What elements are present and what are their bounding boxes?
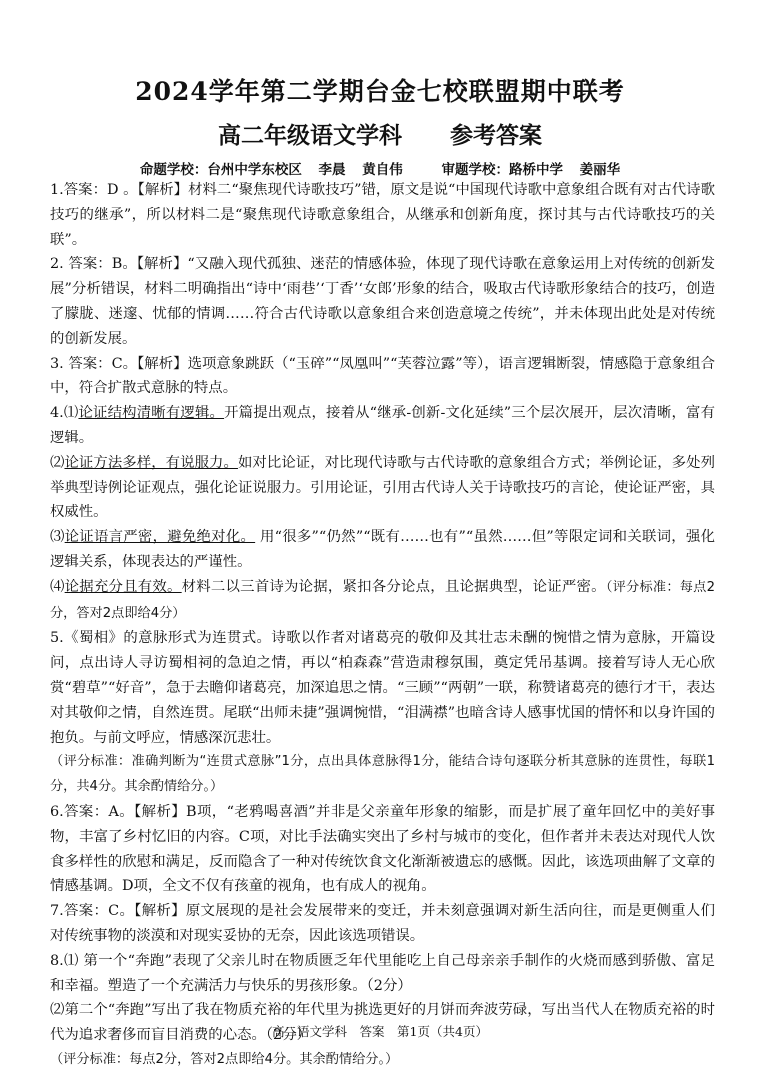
setter-label: 命题学校： — [139, 162, 208, 178]
scoring-note: （评分标准：每点2分，答对2点即给4分） — [50, 579, 715, 621]
subtitle-answer: 参考答案 — [450, 122, 542, 149]
answer-q4-point-4 — [50, 575, 715, 627]
answer-q7: 7.答案：C。【解析】原文展现的是社会发展带来的变迁，并未刻意强调对新生活向往，而是更侧重人们对传统事物的淡漠和对现实妥协的无奈，因此该选项错误。 — [50, 903, 715, 944]
page-title: 2024学年第二学期台金七校联盟期中联考 — [135, 77, 625, 106]
reviewer-label: 审题学校： — [441, 162, 509, 178]
setter-person-1: 李晨 — [318, 162, 346, 178]
answer-q5: 5.《蜀相》的意脉形式为连贯式。诗歌以作者对诸葛亮的敬仰及其壮志未酬的惋惜之情为意脉，开篇设问，点出诗人寻访蜀相祠的急迫之情，再以“柏森森”营造肃穆氛围，奠定凭吊基调。接着写诗人无心欣赏“碧草”“好音”，急于去瞻仰诸葛亮，加深追思之情。“三顾”“两朝”一联，称赞诸葛亮的德行才干，表达对其敬仰之情，自然连贯。尾联“出师未捷”强调惋惜，“泪满襟”也暗含诗人感事忧国的情怀和以身许国的抱负。与前文呼应，情感深沉悲壮。 — [50, 630, 715, 746]
answer-q4-point-1 — [50, 401, 715, 451]
scoring-note-q8: （评分标准：每点2分，答对2点即给4分。其余酌情给分。） — [50, 1051, 399, 1067]
point-number: ⑷ — [50, 578, 65, 595]
point-key: 论证方法多样，有说服力。 — [64, 454, 238, 471]
answer-q1: 1.答案：D 。【解析】材料二“聚焦现代诗歌技巧”错，原文是说“中国现代诗歌中意象组合既有对古代诗歌技巧的继承”，所以材料二是“聚焦现代诗歌意象组合，从继承和创新角度，探讨其与古代诗歌技巧的关联”。 — [50, 182, 715, 248]
point-number: ⑶ — [50, 529, 65, 546]
point-number: ⑵ — [50, 454, 65, 471]
reviewer-school: 路桥中学 — [508, 162, 563, 178]
answer-q2: 2. 答案：B。【解析】“又融入现代孤独、迷茫的情感体验，体现了现代诗歌在意象运用上对传统的创新发展”分析错误，材料二明确指出“诗中‘雨巷’‘丁香’‘女郎’形象的结合，吸取古代诗歌形象结合的技巧，创造了朦胧、迷邃、忧郁的情调……符合古代诗歌以意象组合来创造意境之传统”，并未体现出此处是对传统的创新发展。 — [50, 256, 715, 347]
answer-q3: 3. 答案：C。【解析】选项意象跳跃（“玉碎”“凤凰叫”“芙蓉泣露”等），语言逻辑断裂，情感隐于意象组合中，符合扩散式意脉的特点。 — [50, 355, 715, 397]
point-explanation: 开篇提出观点，接着从“继承-创新-文化延续”三个层次展开，层次清晰，富有逻辑。 — [50, 405, 715, 446]
subtitle-subject: 高二年级语文学科 — [218, 122, 402, 149]
setter-school: 台州中学东校区 — [207, 162, 302, 178]
authors-line — [0, 158, 760, 178]
answer-q4-point-2 — [50, 451, 715, 525]
answers-body — [50, 178, 715, 1073]
point-explanation: 材料二以三首诗为论据，紧扣各分论点，且论据典型，论证严密。 — [181, 578, 606, 595]
scoring-note-q5: （评分标准：准确判断为“连贯式意脉”1分，点出具体意脉得1分，能结合诗句逐联分析其意脉的连贯性，每联1分，共4分。其余酌情给分。） — [50, 754, 715, 795]
setter-person-2: 黄自伟 — [362, 162, 403, 178]
point-explanation: 如对比论证，对比现代诗歌与古代诗歌的意象组合方式；举例论证，多处列举典型诗例论证观点，强化论证说服力。引用论证，引用古代诗人关于诗歌技巧的言论，使论证严密，具权威性。 — [50, 454, 715, 521]
answer-q6: 6.答案：A。【解析】B项，“老鸦喝喜酒”并非是父亲童年形象的缩影，而是扩展了童年回忆中的美好事物，丰富了乡村忆旧的内容。C项，对比手法确实突出了乡村与城市的变化，但作者并未表达对现代人饮食多样性的欣慰和满足，反而隐含了一种对传统饮食文化渐渐被遗忘的感慨。因此，该选项曲解了文章的情感基调。D项，全文不仅有孩童的视角，也有成人的视角。 — [50, 803, 715, 895]
point-explanation: 用“很多”“仍然”“既有……也有”“虽然……但”等限定词和关联词，强化逻辑关系，体现表达的严谨性。 — [50, 529, 715, 570]
answer-q4-point-3 — [50, 525, 715, 575]
reviewer-person: 姜丽华 — [579, 162, 621, 178]
point-key: 论据充分且有效。 — [64, 578, 182, 595]
answer-q8-point-1: 8.⑴ 第一个“奔跑”表现了父亲儿时在物质匮乏年代里能吃上自己母亲亲手制作的火烧而感到骄傲、富足和幸福。塑造了一个充满活力与快乐的男孩形象。（2分） — [50, 952, 715, 994]
page-subtitle — [0, 117, 760, 150]
answer-q8-point-2: ⑵第二个“奔跑”写出了我在物质充裕的年代里为挑选更好的月饼而奔波劳碌，写出当代人在物质充裕的时代为追求奢侈而盲目消费的心态。（2分） — [50, 1002, 715, 1044]
point-number: 4.⑴ — [50, 405, 79, 422]
point-key: 论证结构清晰有逻辑。 — [78, 405, 225, 422]
point-key: 论证语言严密，避免绝对化。 — [64, 529, 256, 546]
page-footer: 高二语文学科 答案 第1页（共4页） — [272, 1024, 488, 1039]
